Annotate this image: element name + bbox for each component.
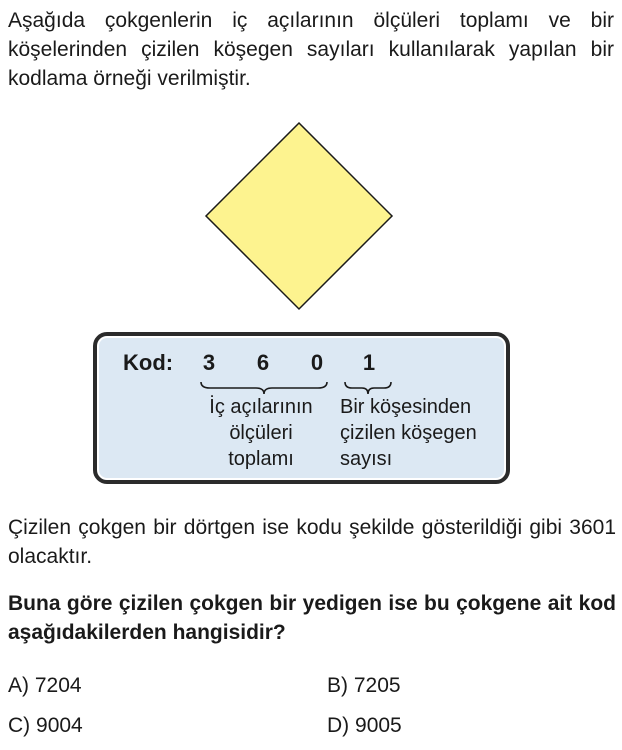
- code-digit-3: 0: [310, 350, 324, 375]
- code-digit-2: 6: [256, 350, 270, 375]
- caption-diagonals: [340, 394, 477, 472]
- caption-right-line-1: Bir köşesinden: [340, 396, 472, 418]
- option-d[interactable]: [327, 714, 402, 738]
- caption-left-line-3: toplamı: [228, 448, 294, 470]
- option-letter: D): [327, 714, 350, 737]
- code-box: [93, 332, 510, 484]
- option-b[interactable]: [327, 674, 401, 698]
- option-letter: B): [327, 674, 348, 697]
- explanation-paragraph: Çizilen çokgen bir dörtgen ise kodu şekilde gösterildiği gibi 3601 olacaktır.: [8, 516, 616, 568]
- caption-left-line-1: İç açılarının: [209, 396, 313, 418]
- intro-paragraph: Aşağıda çokgenlerin iç açılarının ölçüleri toplamı ve bir köşelerinden çizilen köşegen sayıları kullanılarak yapılan bir kodlama örneği verilmiştir.: [8, 9, 614, 90]
- code-label: Kod:: [123, 350, 174, 375]
- option-c[interactable]: [8, 714, 83, 738]
- code-digit-1: 3: [202, 350, 216, 375]
- caption-right-line-2: çizilen köşegen: [340, 422, 477, 444]
- caption-left-line-2: ölçüleri: [229, 422, 293, 444]
- option-value: 7204: [34, 674, 82, 697]
- caption-right-line-3: sayısı: [340, 448, 393, 470]
- code-digit-4: 1: [362, 350, 376, 375]
- question-text: Buna göre çizilen çokgen bir yedigen ise bu çokgene ait kod aşağıdakilerden hangisidir?: [8, 592, 616, 644]
- option-value: 9004: [36, 714, 83, 737]
- option-letter: C): [8, 714, 31, 737]
- yellow-square-polygon: [206, 123, 392, 309]
- caption-interior-angles: [197, 394, 325, 472]
- option-value: 9005: [355, 714, 402, 737]
- option-a[interactable]: [8, 674, 82, 698]
- diamond-figure: [203, 120, 395, 312]
- option-letter: A): [8, 674, 29, 697]
- option-value: 7205: [353, 674, 401, 697]
